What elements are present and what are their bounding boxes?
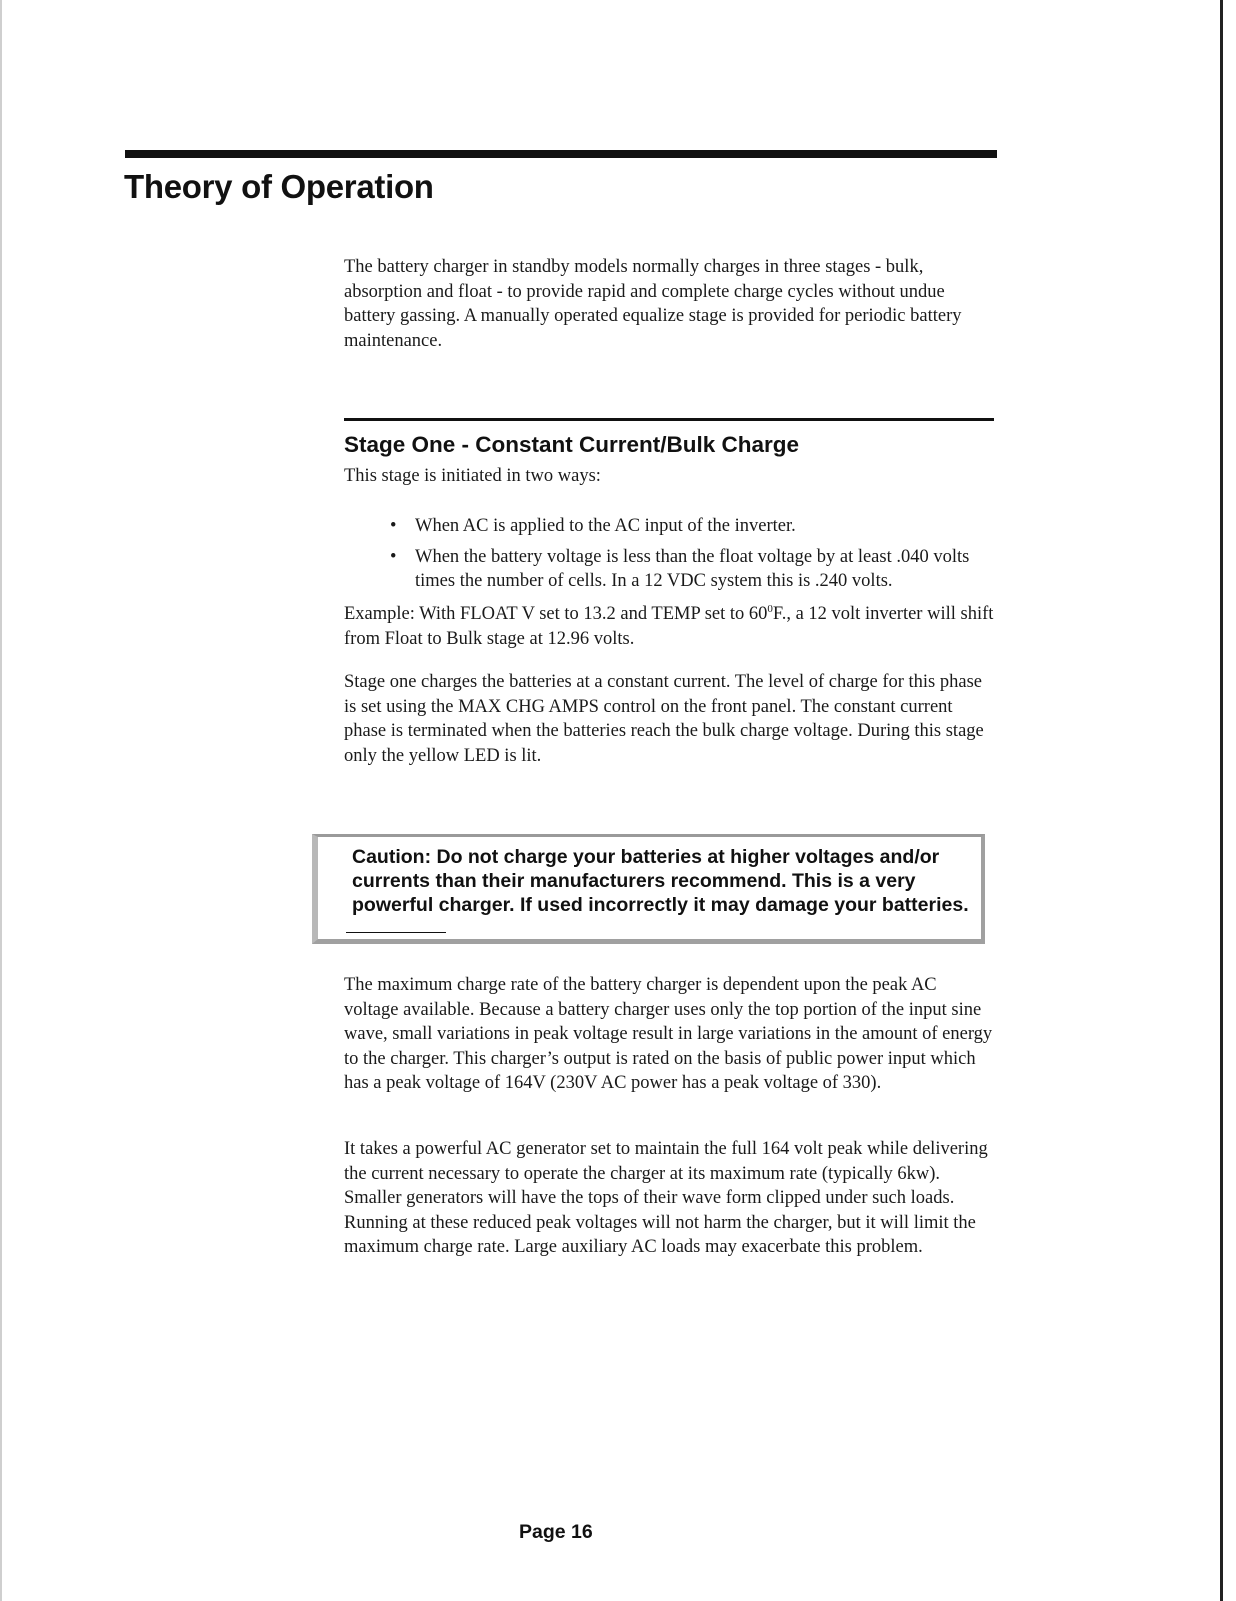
body-paragraph-2: It takes a powerful AC generator set to maintain the full 164 volt peak while delivering the current necessary to operate the charger at its maximum rate (typically 6kw). Smaller generators will have the tops of their wave form clipped under such loads. Running at these reduced peak voltages will not harm the charger, but it will limit the maximum charge rate. Large auxiliary AC loads may exacerbate this problem. <box>344 1139 988 1257</box>
body-paragraph-1: The maximum charge rate of the battery charger is dependent upon the peak AC voltage available. Because a battery charger uses only the top portion of the input sine wave, small variations in peak voltage result in large variations in the amount of energy to the charger. This charger’s output is rated on the basis of public power input which has a peak voltage of 164V (230V AC power has a peak voltage of 330). <box>344 975 993 1093</box>
intro-paragraph: The battery charger in standby models normally charges in three stages - bulk, absorption and float - to provide rapid and complete charge cycles without undue battery gassing. A manually operated equalize stage is provided for periodic battery maintenance. <box>344 257 962 351</box>
stage-one-lead: This stage is initiated in two ways: <box>344 466 601 486</box>
stage-one-description: Stage one charges the batteries at a constant current. The level of charge for this phase is set using the MAX CHG AMPS control on the front panel. The constant current phase is terminated when the batteries reach the bulk charge voltage. During this stage only the yellow LED is lit. <box>344 672 984 766</box>
caution-box <box>312 834 985 944</box>
scan-edge-right <box>1220 0 1223 1601</box>
example-paragraph <box>344 602 994 651</box>
caution-underline <box>346 932 446 933</box>
section-rule <box>344 418 994 421</box>
example-text-end: F., a 12 volt inverter will shift from Float to Bulk stage at 12.96 volts. <box>344 604 994 649</box>
scan-edge-left <box>0 0 2 1601</box>
caution-text: Caution: Do not charge your batteries at higher voltages and/or currents than their manufacturers recommend. This is a very powerful charger. If used incorrectly it may damage your batteries. <box>352 846 969 916</box>
bullet-icon: • <box>390 516 397 536</box>
example-text: Example: With FLOAT V set to 13.2 and TEMP set to 60 <box>344 604 768 624</box>
page-title: Theory of Operation <box>124 168 434 205</box>
list-item <box>388 514 988 539</box>
stage-one-bullet-list <box>388 514 988 600</box>
section-heading-stage-one: Stage One - Constant Current/Bulk Charge <box>344 432 800 457</box>
bullet-text: When AC is applied to the AC input of the inverter. <box>415 516 796 536</box>
example-superscript: 0 <box>767 602 773 615</box>
bullet-icon: • <box>390 546 397 567</box>
title-rule <box>125 150 997 158</box>
bullet-text: When the battery voltage is less than the float voltage by at least .040 volts times the number of cells. In a 12 VDC system this is .240 volts. <box>415 546 970 591</box>
list-item <box>388 545 988 594</box>
page-number: Page 16 <box>519 1521 593 1543</box>
